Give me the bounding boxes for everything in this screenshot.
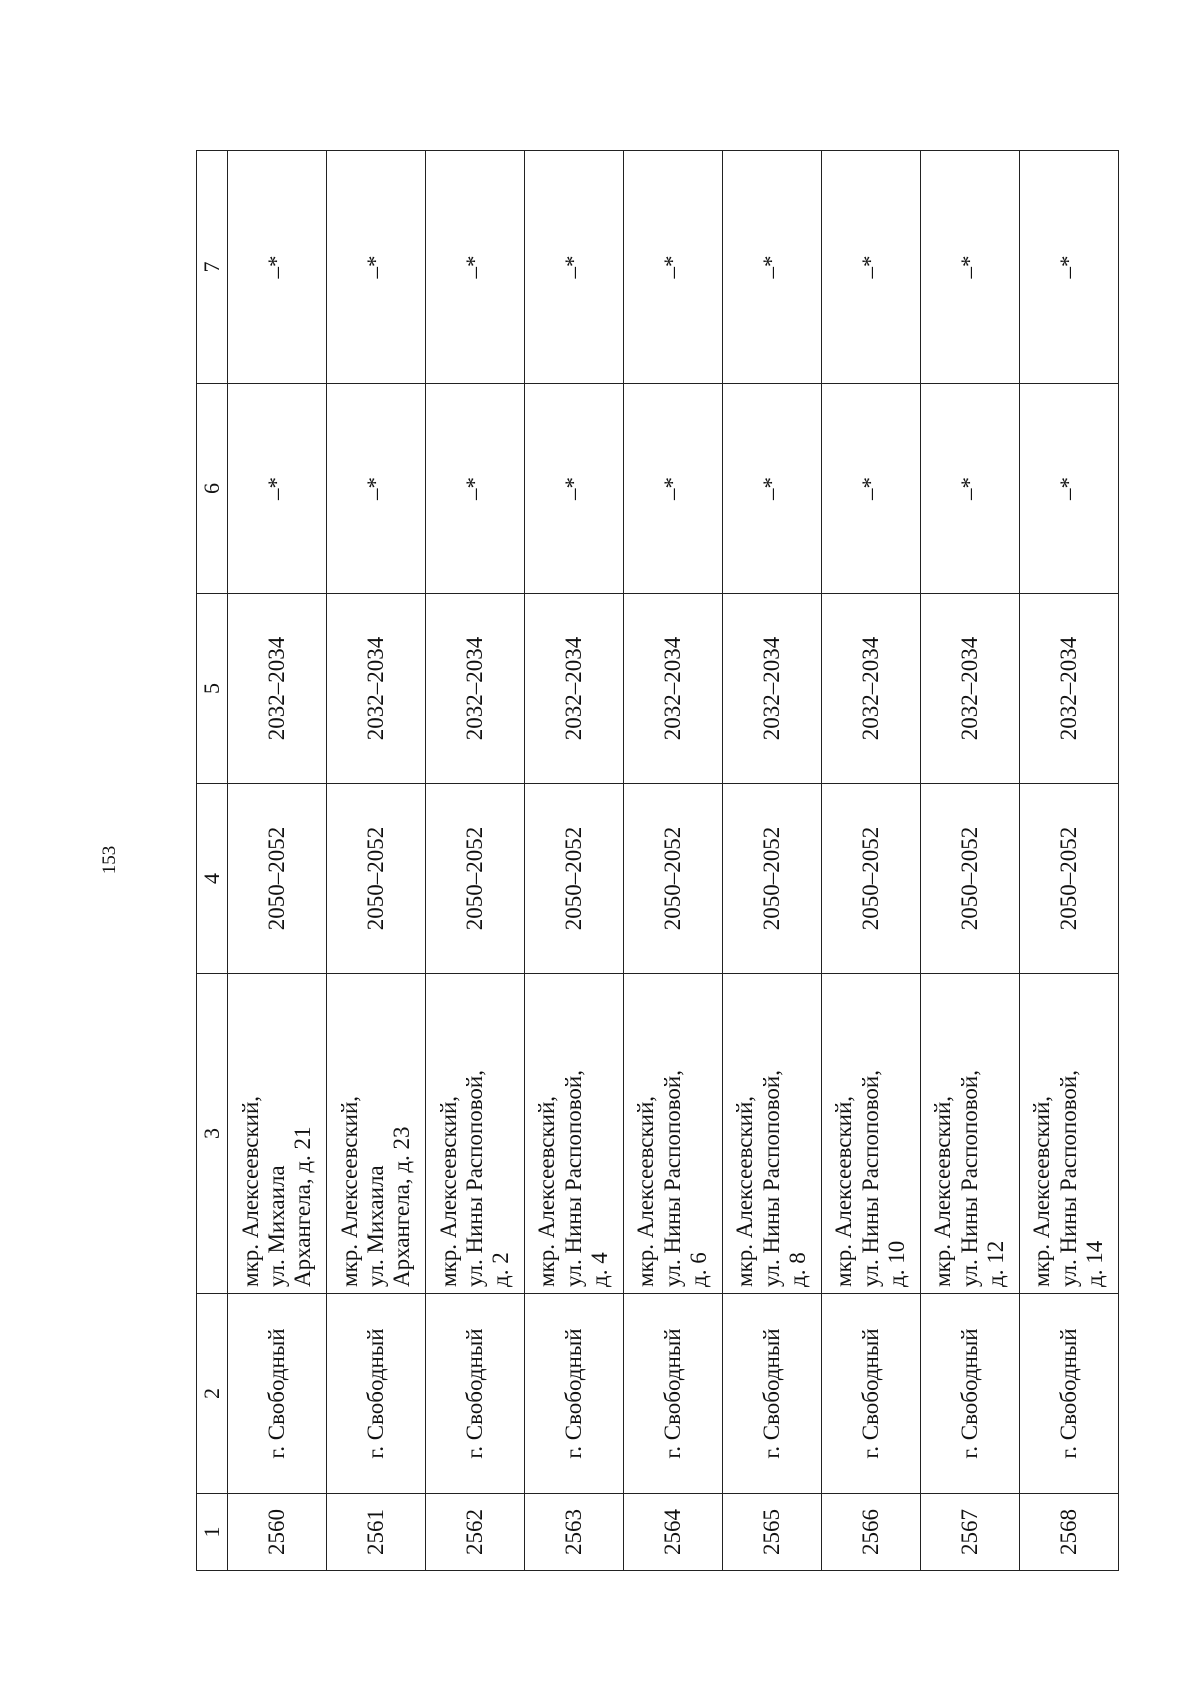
column-5-cell: 2032–2034 [723, 594, 822, 784]
column-7-cell: –* [921, 151, 1020, 384]
city-cell: г. Свободный [624, 1294, 723, 1494]
address-line: д. 4 [587, 1252, 613, 1287]
header-cell-2: 2 [197, 1294, 228, 1494]
address-cell [1019, 974, 1118, 1294]
address-line: д. 6 [686, 1252, 712, 1287]
row-number-cell: 2568 [1019, 1494, 1118, 1571]
table-row [921, 151, 1020, 1571]
table-row [327, 151, 426, 1571]
column-4-cell: 2050–2052 [723, 784, 822, 974]
address-cell [723, 974, 822, 1294]
records-table [196, 150, 1119, 1571]
column-7-cell: –* [525, 151, 624, 384]
column-5-cell: 2032–2034 [921, 594, 1020, 784]
address-line: мкр. Алексеевский, [534, 1095, 560, 1287]
row-number-cell: 2565 [723, 1494, 822, 1571]
row-number-cell: 2563 [525, 1494, 624, 1571]
address-cell [822, 974, 921, 1294]
address-line: мкр. Алексеевский, [435, 1095, 461, 1287]
address-line: д. 2 [488, 1252, 514, 1287]
column-5-cell: 2032–2034 [525, 594, 624, 784]
column-5-cell: 2032–2034 [822, 594, 921, 784]
address-line: мкр. Алексеевский, [930, 1095, 956, 1287]
address-line: мкр. Алексеевский, [633, 1095, 659, 1287]
address-line: ул. Нины Распоповой, [461, 1070, 487, 1287]
address-line: ул. Нины Распоповой, [758, 1070, 784, 1287]
address-line: мкр. Алексеевский, [237, 1095, 263, 1287]
header-cell-7: 7 [197, 151, 228, 384]
column-7-cell: –* [822, 151, 921, 384]
table-row [525, 151, 624, 1571]
address-cell [228, 974, 327, 1294]
column-7-cell: –* [228, 151, 327, 384]
address-line: ул. Михаила [362, 1165, 388, 1287]
row-number-cell: 2567 [921, 1494, 1020, 1571]
row-number-cell: 2564 [624, 1494, 723, 1571]
column-5-cell: 2032–2034 [624, 594, 723, 784]
row-number-cell: 2561 [327, 1494, 426, 1571]
city-cell: г. Свободный [327, 1294, 426, 1494]
header-cell-5: 5 [197, 594, 228, 784]
column-6-cell: –* [624, 384, 723, 594]
column-4-cell: 2050–2052 [1019, 784, 1118, 974]
column-4-cell: 2050–2052 [327, 784, 426, 974]
table-row [228, 151, 327, 1571]
column-4-cell: 2050–2052 [921, 784, 1020, 974]
column-6-cell: –* [921, 384, 1020, 594]
city-cell: г. Свободный [723, 1294, 822, 1494]
column-6-cell: –* [723, 384, 822, 594]
column-4-cell: 2050–2052 [228, 784, 327, 974]
column-5-cell: 2032–2034 [426, 594, 525, 784]
column-5-cell: 2032–2034 [228, 594, 327, 784]
column-7-cell: –* [723, 151, 822, 384]
table-row [723, 151, 822, 1571]
table-row [1019, 151, 1118, 1571]
address-line: мкр. Алексеевский, [831, 1095, 857, 1287]
page-number: 153 [99, 845, 120, 875]
column-4-cell: 2050–2052 [822, 784, 921, 974]
address-line: ул. Нины Распоповой, [857, 1070, 883, 1287]
column-4-cell: 2050–2052 [624, 784, 723, 974]
column-7-cell: –* [327, 151, 426, 384]
column-5-cell: 2032–2034 [327, 594, 426, 784]
column-6-cell: –* [1019, 384, 1118, 594]
address-cell [327, 974, 426, 1294]
column-6-cell: –* [822, 384, 921, 594]
header-cell-6: 6 [197, 384, 228, 594]
column-4-cell: 2050–2052 [426, 784, 525, 974]
column-6-cell: –* [426, 384, 525, 594]
address-cell [921, 974, 1020, 1294]
address-line: д. 14 [1082, 1240, 1108, 1287]
city-cell: г. Свободный [1019, 1294, 1118, 1494]
city-cell: г. Свободный [228, 1294, 327, 1494]
address-line: ул. Нины Распоповой, [956, 1070, 982, 1287]
address-line: д. 10 [884, 1240, 910, 1287]
table-row [624, 151, 723, 1571]
address-line: ул. Нины Распоповой, [659, 1070, 685, 1287]
address-line: Архангела, д. 23 [389, 1126, 415, 1287]
row-number-cell: 2562 [426, 1494, 525, 1571]
address-line: д. 8 [785, 1252, 811, 1287]
row-number-cell: 2560 [228, 1494, 327, 1571]
table-row [822, 151, 921, 1571]
column-6-cell: –* [327, 384, 426, 594]
header-cell-1: 1 [197, 1494, 228, 1571]
column-4-cell: 2050–2052 [525, 784, 624, 974]
column-6-cell: –* [525, 384, 624, 594]
column-7-cell: –* [1019, 151, 1118, 384]
column-5-cell: 2032–2034 [1019, 594, 1118, 784]
address-cell [624, 974, 723, 1294]
column-7-cell: –* [426, 151, 525, 384]
header-cell-3: 3 [197, 974, 228, 1294]
address-line: д. 12 [983, 1240, 1009, 1287]
address-line: мкр. Алексеевский, [336, 1095, 362, 1287]
address-line: мкр. Алексеевский, [1029, 1095, 1055, 1287]
column-6-cell: –* [228, 384, 327, 594]
header-row [197, 151, 228, 1571]
city-cell: г. Свободный [426, 1294, 525, 1494]
city-cell: г. Свободный [822, 1294, 921, 1494]
address-cell [525, 974, 624, 1294]
column-7-cell: –* [624, 151, 723, 384]
row-number-cell: 2566 [822, 1494, 921, 1571]
table-body [197, 151, 1119, 1571]
header-cell-4: 4 [197, 784, 228, 974]
address-line: ул. Нины Распоповой, [560, 1070, 586, 1287]
address-line: ул. Нины Распоповой, [1055, 1070, 1081, 1287]
city-cell: г. Свободный [921, 1294, 1020, 1494]
address-cell [426, 974, 525, 1294]
address-line: Архангела, д. 21 [290, 1126, 316, 1287]
address-line: мкр. Алексеевский, [732, 1095, 758, 1287]
city-cell: г. Свободный [525, 1294, 624, 1494]
table-row [426, 151, 525, 1571]
address-line: ул. Михаила [264, 1165, 289, 1287]
table-container [196, 151, 1119, 1571]
